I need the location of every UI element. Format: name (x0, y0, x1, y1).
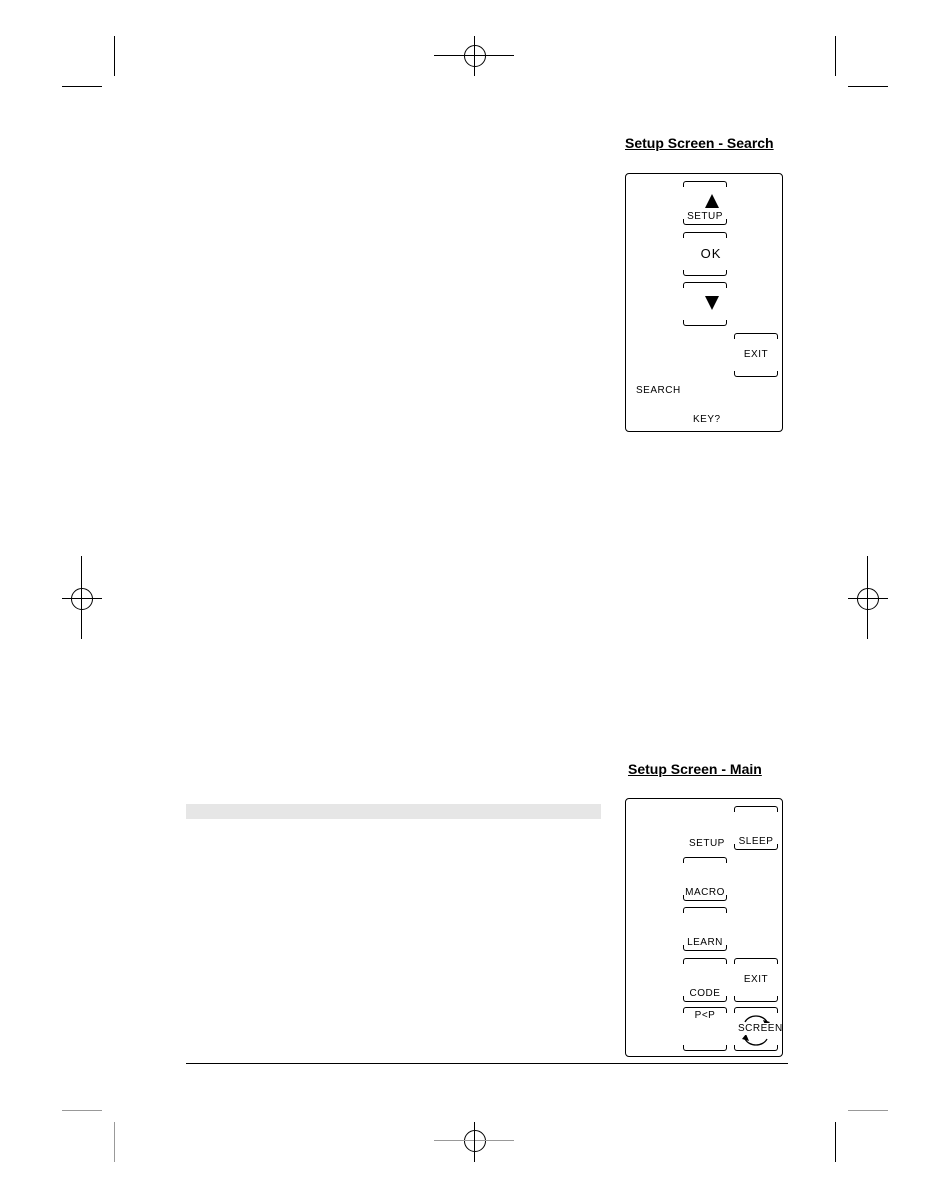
exit-key-label: EXIT (743, 349, 769, 360)
setup-label: SETUP (689, 838, 725, 849)
search-status-text: SEARCH (636, 385, 681, 396)
search-screen (625, 173, 783, 432)
macro-key[interactable] (683, 857, 727, 901)
macro-key-label: MACRO (685, 887, 725, 898)
sleep-key[interactable] (734, 806, 778, 850)
pip-key[interactable] (683, 1007, 727, 1051)
exit-key-label: EXIT (743, 974, 769, 985)
gray-header-band (186, 804, 601, 819)
page-bottom-rule (186, 1063, 788, 1064)
ok-key-label: OK (700, 246, 722, 261)
pip-key-label: P<P (694, 1010, 716, 1021)
screen-key-label: SCREEN (738, 1023, 783, 1034)
learn-key[interactable] (683, 907, 727, 951)
sleep-key-label: SLEEP (738, 836, 774, 847)
learn-key-label: LEARN (687, 937, 723, 948)
down-key[interactable] (683, 282, 727, 326)
code-key[interactable] (683, 958, 727, 1002)
ok-key[interactable] (683, 232, 727, 276)
exit-key[interactable] (734, 333, 778, 377)
exit-key[interactable] (734, 958, 778, 1002)
main-section-title: Setup Screen - Main (628, 761, 762, 777)
screen-key[interactable] (734, 1007, 783, 1051)
key-prompt-text: KEY? (693, 414, 721, 425)
main-screen (625, 798, 783, 1057)
code-key-label: CODE (689, 988, 721, 999)
up-triangle-icon (705, 194, 719, 208)
setup-key-label: SETUP (687, 211, 723, 222)
search-section-title: Setup Screen - Search (625, 135, 774, 151)
down-triangle-icon (705, 296, 719, 310)
setup-up-key[interactable] (683, 181, 727, 225)
